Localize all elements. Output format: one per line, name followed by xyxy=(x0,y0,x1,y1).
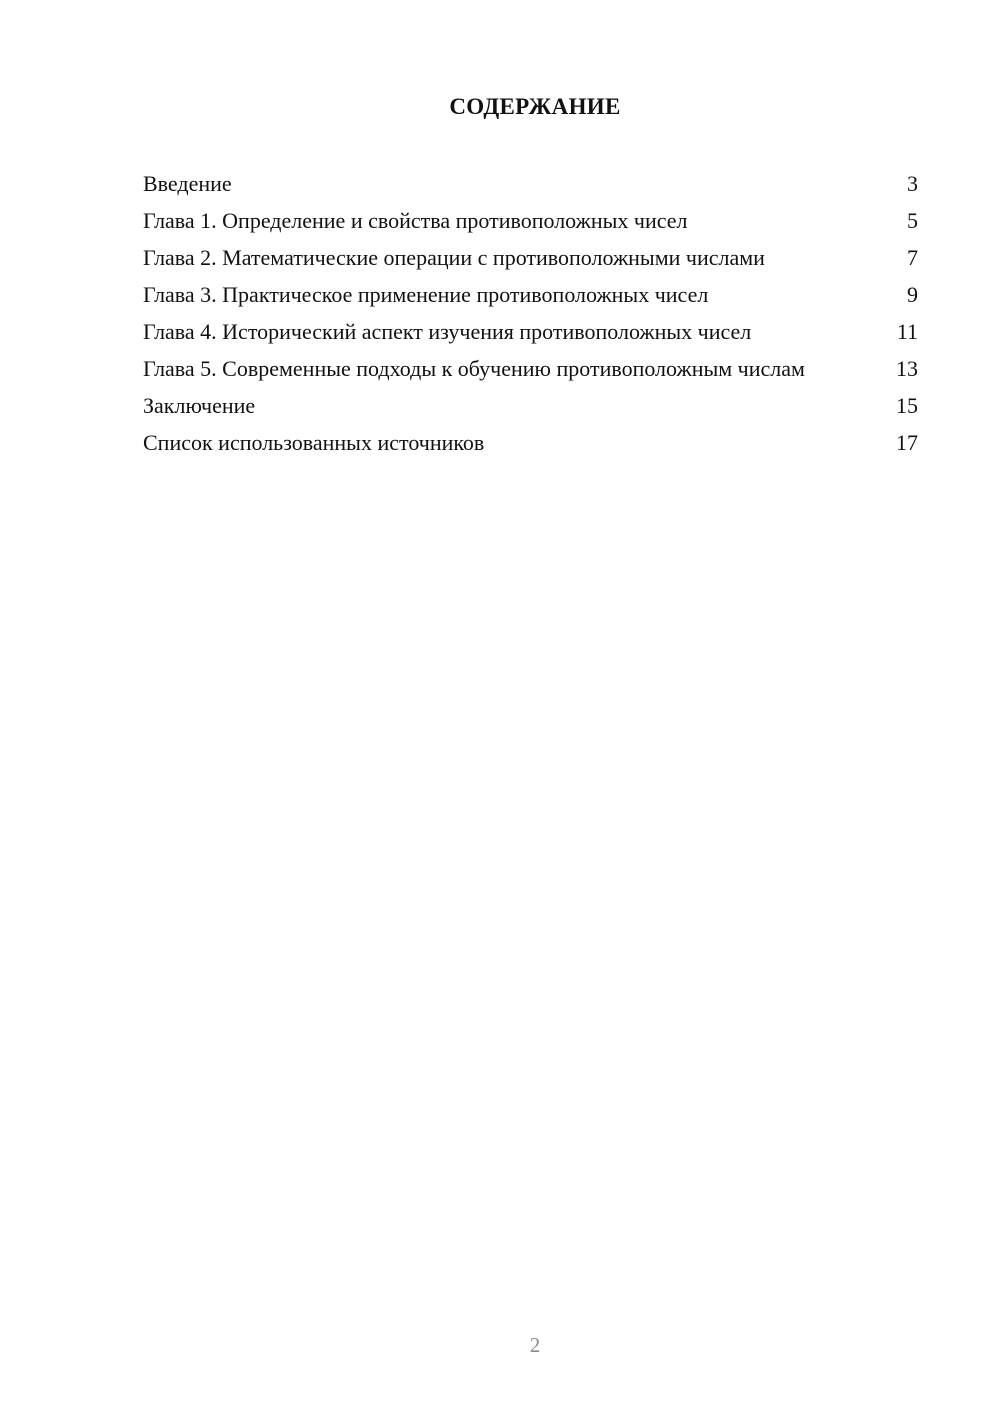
toc-entry-conclusion xyxy=(143,392,918,419)
toc-entry-chapter-1 xyxy=(143,207,918,234)
toc-entry-label: Глава 3. Практическое применение противоположных чисел xyxy=(143,282,709,307)
toc-entry-page-number: 5 xyxy=(907,208,918,233)
toc-entry-label: Глава 4. Исторический аспект изучения противоположных чисел xyxy=(143,319,752,344)
toc-entry-label: Введение xyxy=(143,171,232,196)
toc-entry-label: Глава 1. Определение и свойства противоположных чисел xyxy=(143,208,688,233)
toc-entry-chapter-3 xyxy=(143,281,918,308)
page-number: 2 xyxy=(529,1333,541,1357)
toc-entry-label: Глава 2. Математические операции с противоположными числами xyxy=(143,245,765,270)
toc-entry-chapter-2 xyxy=(143,244,918,271)
toc-entry-introduction xyxy=(143,170,918,197)
toc-entry-label: Заключение xyxy=(143,393,256,418)
toc-entry-references xyxy=(143,429,918,456)
toc-entry-chapter-5 xyxy=(143,355,918,382)
toc-entry-page-number: 15 xyxy=(896,393,918,418)
toc-entry-chapter-4 xyxy=(143,318,918,345)
toc-entry-page-number: 11 xyxy=(896,319,918,344)
toc-entry-label: Список использованных источников xyxy=(143,430,485,455)
toc-entry-label: Глава 5. Современные подходы к обучению противоположным числам xyxy=(143,356,805,381)
toc-entry-page-number: 7 xyxy=(907,245,918,270)
toc-entry-page-number: 9 xyxy=(907,282,918,307)
table-of-contents xyxy=(143,170,918,466)
page-title: СОДЕРЖАНИЕ xyxy=(449,94,621,119)
toc-entry-page-number: 3 xyxy=(907,171,918,196)
toc-entry-page-number: 17 xyxy=(896,430,918,455)
toc-entry-page-number: 13 xyxy=(896,356,918,381)
